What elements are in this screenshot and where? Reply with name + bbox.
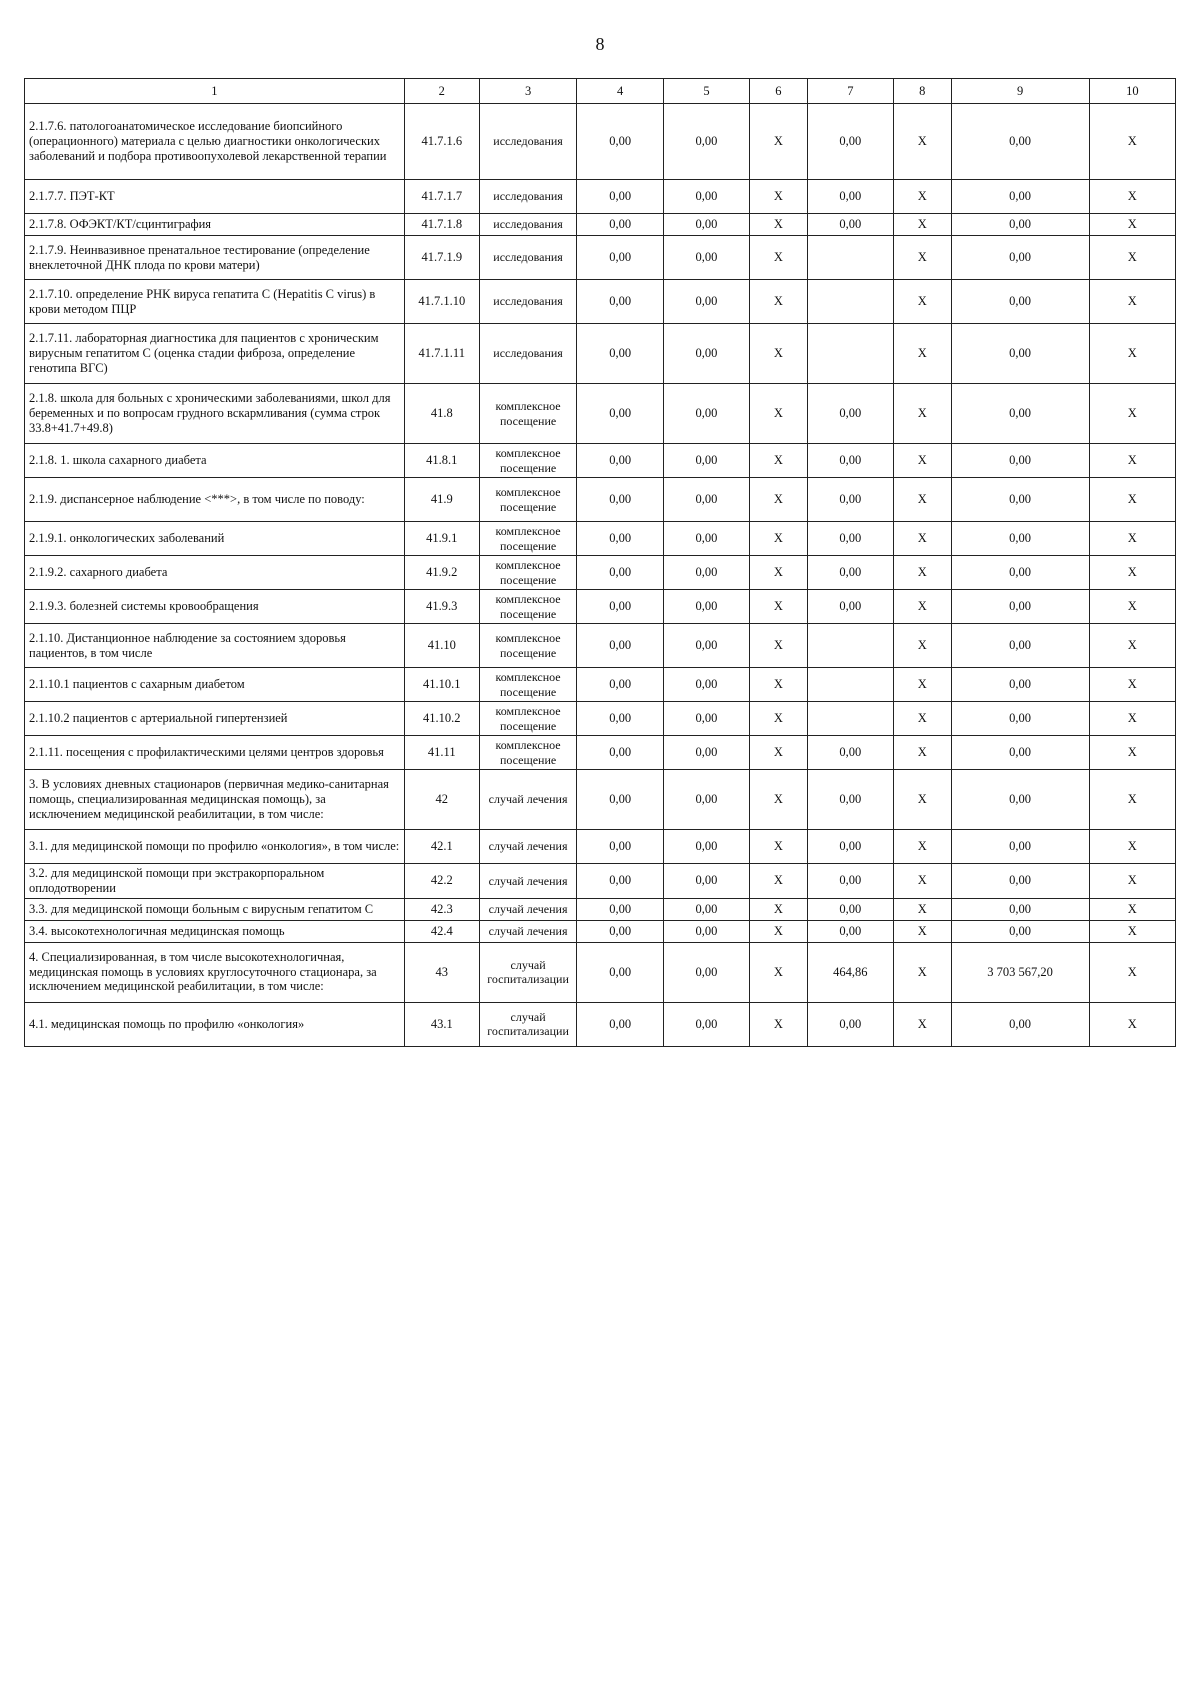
value-cell: 0,00 <box>663 478 749 522</box>
row-unit-cell: комплексное посещение <box>479 702 577 736</box>
row-name-cell: 2.1.9.3. болезней системы кровообращения <box>25 590 405 624</box>
row-unit-cell: комплексное посещение <box>479 590 577 624</box>
row-code-cell: 41.7.1.11 <box>404 324 479 384</box>
value-cell: 0,00 <box>951 236 1089 280</box>
value-cell: 0,00 <box>807 920 893 942</box>
row-unit-cell: комплексное посещение <box>479 478 577 522</box>
row-code-cell: 43 <box>404 942 479 1002</box>
table-row <box>25 864 1176 899</box>
value-cell: X <box>750 942 808 1002</box>
value-cell: X <box>893 702 951 736</box>
row-unit-cell: комплексное посещение <box>479 668 577 702</box>
value-cell: X <box>750 668 808 702</box>
value-cell: 0,00 <box>807 384 893 444</box>
row-code-cell: 43.1 <box>404 1002 479 1046</box>
value-cell: 0,00 <box>951 324 1089 384</box>
value-cell: 0,00 <box>807 736 893 770</box>
value-cell: 0,00 <box>577 478 663 522</box>
row-unit-cell: комплексное посещение <box>479 556 577 590</box>
value-cell: 0,00 <box>951 668 1089 702</box>
row-code-cell: 41.9.3 <box>404 590 479 624</box>
value-cell: 0,00 <box>807 104 893 180</box>
value-cell: 0,00 <box>663 624 749 668</box>
row-code-cell: 41.8.1 <box>404 444 479 478</box>
value-cell: 0,00 <box>807 864 893 899</box>
row-code-cell: 41.7.1.8 <box>404 214 479 236</box>
value-cell: 0,00 <box>807 830 893 864</box>
value-cell: 0,00 <box>663 942 749 1002</box>
row-code-cell: 41.11 <box>404 736 479 770</box>
value-cell: 0,00 <box>663 324 749 384</box>
value-cell: 0,00 <box>951 736 1089 770</box>
value-cell: X <box>893 104 951 180</box>
row-unit-cell: случай госпитализации <box>479 942 577 1002</box>
row-unit-cell: исследования <box>479 180 577 214</box>
value-cell: 0,00 <box>577 384 663 444</box>
value-cell: 0,00 <box>951 702 1089 736</box>
value-cell: X <box>893 736 951 770</box>
value-cell: 0,00 <box>577 942 663 1002</box>
value-cell: X <box>750 104 808 180</box>
row-name-cell: 2.1.9. диспансерное наблюдение <***>, в том числе по поводу: <box>25 478 405 522</box>
value-cell: 0,00 <box>577 590 663 624</box>
value-cell: X <box>893 770 951 830</box>
table-row <box>25 478 1176 522</box>
value-cell: 0,00 <box>577 830 663 864</box>
value-cell: 0,00 <box>663 214 749 236</box>
value-cell: X <box>893 864 951 899</box>
value-cell: X <box>750 478 808 522</box>
table-row <box>25 770 1176 830</box>
value-cell: 0,00 <box>807 522 893 556</box>
data-table-container <box>24 78 1176 1047</box>
value-cell <box>807 236 893 280</box>
value-cell: 0,00 <box>663 770 749 830</box>
value-cell: 0,00 <box>577 214 663 236</box>
row-code-cell: 41.10 <box>404 624 479 668</box>
value-cell: 0,00 <box>577 444 663 478</box>
row-unit-cell: случай лечения <box>479 770 577 830</box>
value-cell: 0,00 <box>951 590 1089 624</box>
value-cell: X <box>750 280 808 324</box>
row-name-cell: 3.4. высокотехнологичная медицинская помощь <box>25 920 405 942</box>
value-cell: X <box>893 898 951 920</box>
value-cell: 0,00 <box>663 898 749 920</box>
value-cell: 0,00 <box>807 1002 893 1046</box>
value-cell: 0,00 <box>577 324 663 384</box>
row-name-cell: 2.1.8. школа для больных с хроническими заболеваниями, школ для беременных и по вопросам грудного вскармливания (сумма строк 33.8+41.7+49.8) <box>25 384 405 444</box>
value-cell: 0,00 <box>951 898 1089 920</box>
table-row <box>25 384 1176 444</box>
row-name-cell: 2.1.10.2 пациентов с артериальной гипертензией <box>25 702 405 736</box>
value-cell: 0,00 <box>577 864 663 899</box>
value-cell: 0,00 <box>577 736 663 770</box>
row-unit-cell: исследования <box>479 324 577 384</box>
table-row <box>25 702 1176 736</box>
value-cell: X <box>750 324 808 384</box>
row-name-cell: 3.1. для медицинской помощи по профилю «онкология», в том числе: <box>25 830 405 864</box>
value-cell: 0,00 <box>807 898 893 920</box>
value-cell: 0,00 <box>663 104 749 180</box>
value-cell: 0,00 <box>663 180 749 214</box>
column-header: 5 <box>663 79 749 104</box>
column-header: 1 <box>25 79 405 104</box>
value-cell: X <box>1089 864 1175 899</box>
value-cell: 0,00 <box>951 770 1089 830</box>
value-cell: 0,00 <box>951 522 1089 556</box>
row-name-cell: 2.1.7.11. лабораторная диагностика для пациентов с хроническим вирусным гепатитом С (оценка стадии фиброза, определение генотипа ВГС) <box>25 324 405 384</box>
value-cell: X <box>1089 590 1175 624</box>
column-number-row <box>25 79 1176 104</box>
value-cell: X <box>750 180 808 214</box>
table-row <box>25 590 1176 624</box>
value-cell: X <box>750 444 808 478</box>
value-cell: X <box>750 556 808 590</box>
row-unit-cell: случай лечения <box>479 898 577 920</box>
value-cell: X <box>893 920 951 942</box>
value-cell: X <box>893 180 951 214</box>
value-cell: 0,00 <box>663 736 749 770</box>
row-unit-cell: исследования <box>479 214 577 236</box>
value-cell <box>807 280 893 324</box>
value-cell: X <box>750 624 808 668</box>
value-cell: X <box>893 668 951 702</box>
row-name-cell: 2.1.11. посещения с профилактическими целями центров здоровья <box>25 736 405 770</box>
value-cell: X <box>1089 736 1175 770</box>
value-cell: X <box>1089 556 1175 590</box>
value-cell: X <box>750 214 808 236</box>
row-name-cell: 3.2. для медицинской помощи при экстракорпоральном оплодотворении <box>25 864 405 899</box>
row-unit-cell: комплексное посещение <box>479 384 577 444</box>
value-cell: X <box>1089 384 1175 444</box>
table-row <box>25 624 1176 668</box>
row-name-cell: 3. В условиях дневных стационаров (первичная медико-санитарная помощь, специализированная медицинская помощь), за исключением медицинской реабилитации, в том числе: <box>25 770 405 830</box>
row-code-cell: 41.10.2 <box>404 702 479 736</box>
row-code-cell: 41.10.1 <box>404 668 479 702</box>
value-cell: 0,00 <box>663 920 749 942</box>
value-cell: X <box>893 444 951 478</box>
value-cell: X <box>750 590 808 624</box>
value-cell: 0,00 <box>663 556 749 590</box>
row-code-cell: 41.7.1.6 <box>404 104 479 180</box>
row-code-cell: 41.7.1.9 <box>404 236 479 280</box>
row-unit-cell: случай лечения <box>479 830 577 864</box>
value-cell: 0,00 <box>577 920 663 942</box>
value-cell: 0,00 <box>577 180 663 214</box>
value-cell: 0,00 <box>577 1002 663 1046</box>
value-cell: X <box>750 236 808 280</box>
value-cell: 0,00 <box>577 770 663 830</box>
value-cell: X <box>1089 830 1175 864</box>
row-name-cell: 2.1.7.6. патологоанатомическое исследование биопсийного (операционного) материала с целью диагностики онкологических заболеваний и подбора противоопухолевой лекарственной терапии <box>25 104 405 180</box>
value-cell: X <box>1089 280 1175 324</box>
value-cell: 0,00 <box>577 624 663 668</box>
row-code-cell: 41.7.1.7 <box>404 180 479 214</box>
row-code-cell: 42.2 <box>404 864 479 899</box>
value-cell: 0,00 <box>663 384 749 444</box>
value-cell: 0,00 <box>951 556 1089 590</box>
table-row <box>25 736 1176 770</box>
value-cell: 0,00 <box>663 590 749 624</box>
column-header: 3 <box>479 79 577 104</box>
value-cell: X <box>1089 104 1175 180</box>
row-unit-cell: случай лечения <box>479 920 577 942</box>
value-cell: 0,00 <box>663 864 749 899</box>
table-row <box>25 920 1176 942</box>
row-name-cell: 2.1.7.8. ОФЭКТ/КТ/сцинтиграфия <box>25 214 405 236</box>
value-cell: 0,00 <box>807 444 893 478</box>
value-cell: X <box>1089 214 1175 236</box>
value-cell: X <box>893 478 951 522</box>
value-cell: 0,00 <box>807 214 893 236</box>
value-cell: X <box>893 830 951 864</box>
value-cell: 0,00 <box>663 522 749 556</box>
value-cell: 0,00 <box>577 280 663 324</box>
value-cell: X <box>750 736 808 770</box>
value-cell: 0,00 <box>951 214 1089 236</box>
row-code-cell: 42.3 <box>404 898 479 920</box>
table-row <box>25 522 1176 556</box>
value-cell: 0,00 <box>577 236 663 280</box>
value-cell: 0,00 <box>663 1002 749 1046</box>
row-code-cell: 41.9.2 <box>404 556 479 590</box>
value-cell: X <box>750 920 808 942</box>
value-cell: 0,00 <box>951 104 1089 180</box>
value-cell: X <box>893 624 951 668</box>
table-row <box>25 236 1176 280</box>
value-cell: 0,00 <box>663 444 749 478</box>
value-cell: X <box>893 1002 951 1046</box>
value-cell: 0,00 <box>807 180 893 214</box>
page-number: 8 <box>595 34 605 54</box>
value-cell: 0,00 <box>577 104 663 180</box>
value-cell: X <box>1089 1002 1175 1046</box>
value-cell: X <box>1089 478 1175 522</box>
value-cell: X <box>1089 236 1175 280</box>
value-cell <box>807 668 893 702</box>
table-row <box>25 830 1176 864</box>
value-cell: 0,00 <box>951 864 1089 899</box>
row-name-cell: 2.1.10.1 пациентов с сахарным диабетом <box>25 668 405 702</box>
value-cell: 0,00 <box>577 556 663 590</box>
value-cell: X <box>893 214 951 236</box>
row-code-cell: 41.8 <box>404 384 479 444</box>
value-cell: X <box>893 324 951 384</box>
row-unit-cell: случай госпитализации <box>479 1002 577 1046</box>
value-cell: 0,00 <box>807 770 893 830</box>
value-cell: 0,00 <box>951 478 1089 522</box>
row-unit-cell: комплексное посещение <box>479 444 577 478</box>
value-cell: 0,00 <box>577 898 663 920</box>
value-cell: X <box>750 770 808 830</box>
row-code-cell: 42 <box>404 770 479 830</box>
column-header: 4 <box>577 79 663 104</box>
value-cell: 0,00 <box>663 702 749 736</box>
data-table <box>24 78 1176 1047</box>
row-name-cell: 4. Специализированная, в том числе высокотехнологичная, медицинская помощь в условиях круглосуточного стационара, за исключением медицинской реабилитации, в том числе: <box>25 942 405 1002</box>
row-unit-cell: исследования <box>479 236 577 280</box>
table-row <box>25 556 1176 590</box>
value-cell: X <box>1089 180 1175 214</box>
table-row <box>25 898 1176 920</box>
table-row <box>25 942 1176 1002</box>
value-cell: X <box>893 590 951 624</box>
column-header: 10 <box>1089 79 1175 104</box>
value-cell: X <box>893 522 951 556</box>
value-cell: 0,00 <box>663 668 749 702</box>
column-header: 6 <box>750 79 808 104</box>
row-name-cell: 2.1.7.7. ПЭТ-КТ <box>25 180 405 214</box>
value-cell: X <box>1089 444 1175 478</box>
table-row <box>25 214 1176 236</box>
value-cell: X <box>1089 522 1175 556</box>
table-row <box>25 668 1176 702</box>
column-header: 9 <box>951 79 1089 104</box>
value-cell: X <box>750 702 808 736</box>
row-name-cell: 2.1.9.2. сахарного диабета <box>25 556 405 590</box>
value-cell: 0,00 <box>951 180 1089 214</box>
value-cell: X <box>1089 770 1175 830</box>
row-unit-cell: исследования <box>479 104 577 180</box>
value-cell: X <box>1089 920 1175 942</box>
value-cell <box>807 624 893 668</box>
value-cell: 0,00 <box>951 624 1089 668</box>
value-cell: 464,86 <box>807 942 893 1002</box>
table-row <box>25 444 1176 478</box>
value-cell: X <box>750 522 808 556</box>
value-cell: X <box>1089 324 1175 384</box>
value-cell: X <box>1089 942 1175 1002</box>
row-name-cell: 4.1. медицинская помощь по профилю «онкология» <box>25 1002 405 1046</box>
table-row <box>25 180 1176 214</box>
value-cell: X <box>893 236 951 280</box>
value-cell: 0,00 <box>807 590 893 624</box>
value-cell: 3 703 567,20 <box>951 942 1089 1002</box>
value-cell: 0,00 <box>577 702 663 736</box>
value-cell: 0,00 <box>577 668 663 702</box>
value-cell: X <box>750 830 808 864</box>
row-unit-cell: комплексное посещение <box>479 522 577 556</box>
value-cell: 0,00 <box>951 1002 1089 1046</box>
value-cell: X <box>893 942 951 1002</box>
row-unit-cell: исследования <box>479 280 577 324</box>
value-cell: 0,00 <box>951 384 1089 444</box>
row-code-cell: 41.9.1 <box>404 522 479 556</box>
value-cell: 0,00 <box>951 444 1089 478</box>
value-cell: 0,00 <box>663 830 749 864</box>
row-name-cell: 3.3. для медицинской помощи больным с вирусным гепатитом С <box>25 898 405 920</box>
row-code-cell: 41.7.1.10 <box>404 280 479 324</box>
value-cell: X <box>893 556 951 590</box>
value-cell: 0,00 <box>663 236 749 280</box>
row-name-cell: 2.1.7.10. определение РНК вируса гепатита С (Hepatitis C virus) в крови методом ПЦР <box>25 280 405 324</box>
value-cell: X <box>1089 668 1175 702</box>
column-header: 7 <box>807 79 893 104</box>
row-name-cell: 2.1.10. Дистанционное наблюдение за состоянием здоровья пациентов, в том числе <box>25 624 405 668</box>
table-row <box>25 324 1176 384</box>
row-name-cell: 2.1.7.9. Неинвазивное пренатальное тестирование (определение внеклеточной ДНК плода по крови матери) <box>25 236 405 280</box>
value-cell: 0,00 <box>663 280 749 324</box>
column-header: 2 <box>404 79 479 104</box>
row-unit-cell: комплексное посещение <box>479 736 577 770</box>
row-name-cell: 2.1.8. 1. школа сахарного диабета <box>25 444 405 478</box>
column-header: 8 <box>893 79 951 104</box>
value-cell: X <box>750 898 808 920</box>
table-row <box>25 104 1176 180</box>
value-cell: X <box>750 384 808 444</box>
row-unit-cell: комплексное посещение <box>479 624 577 668</box>
value-cell: 0,00 <box>807 556 893 590</box>
row-name-cell: 2.1.9.1. онкологических заболеваний <box>25 522 405 556</box>
value-cell: X <box>893 384 951 444</box>
value-cell: 0,00 <box>807 478 893 522</box>
value-cell <box>807 324 893 384</box>
value-cell: 0,00 <box>951 830 1089 864</box>
value-cell: X <box>750 864 808 899</box>
value-cell: 0,00 <box>577 522 663 556</box>
value-cell: 0,00 <box>951 920 1089 942</box>
value-cell <box>807 702 893 736</box>
value-cell: X <box>1089 898 1175 920</box>
value-cell: 0,00 <box>951 280 1089 324</box>
table-body <box>25 104 1176 1047</box>
value-cell: X <box>750 1002 808 1046</box>
value-cell: X <box>893 280 951 324</box>
table-row <box>25 280 1176 324</box>
value-cell: X <box>1089 624 1175 668</box>
row-code-cell: 41.9 <box>404 478 479 522</box>
row-code-cell: 42.4 <box>404 920 479 942</box>
value-cell: X <box>1089 702 1175 736</box>
table-row <box>25 1002 1176 1046</box>
row-code-cell: 42.1 <box>404 830 479 864</box>
row-unit-cell: случай лечения <box>479 864 577 899</box>
